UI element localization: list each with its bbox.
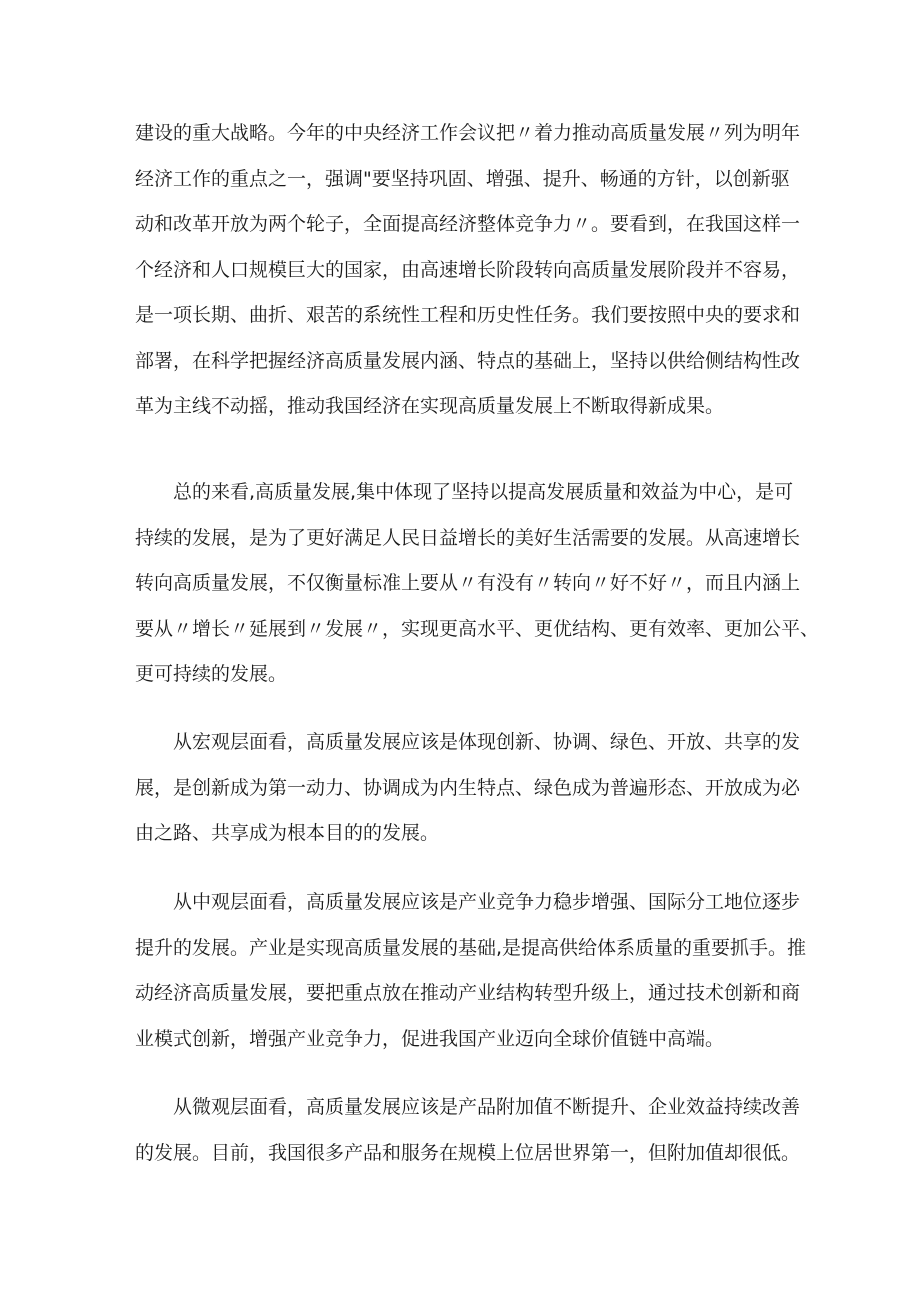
paragraph-line: 业模式创新，增强产业竞争力，促进我国产业迈向全球价值链中高端。 — [135, 1027, 725, 1050]
paragraph-line: 的发展。目前，我国很多产品和服务在规模上位居世界第一，但附加值却很低。 — [135, 1141, 801, 1164]
paragraph-line: 革为主线不动摇，推动我国经济在实现高质量发展上不断取得新成果。 — [135, 395, 725, 417]
paragraph-line: 从中观层面看，高质量发展应该是产业竞争力稳步增强、国际分工地位逐步 — [173, 891, 801, 913]
paragraph-line: 从宏观层面看，高质量发展应该是体现创新、协调、绿色、开放、共享的发 — [173, 731, 801, 753]
paragraph-line: 转向高质量发展，不仅衡量标准上要从〃有没有〃转向〃好不好〃，而且内涵上 — [135, 572, 801, 594]
paragraph-line: 提升的发展。产业是实现高质量发展的基础,是提高供给体系质量的重要抓手。推 — [135, 936, 807, 959]
paragraph-line: 展，是创新成为第一动力、协调成为内生特点、绿色成为普遍形态、开放成为必 — [135, 776, 801, 799]
paragraph-line: 个经济和人口规模巨大的国家，由高速增长阶段转向高质量发展阶段并不容易， — [135, 258, 801, 281]
paragraph-line: 总的来看,高质量发展,集中体现了坚持以提高发展质量和效益为中心，是可 — [173, 481, 794, 503]
paragraph-3 — [135, 720, 800, 857]
paragraph-line: 部署，在科学把握经济高质量发展内涵、特点的基础上，坚持以供给侧结构性改 — [135, 349, 801, 372]
paragraph-line: 更可持续的发展。 — [135, 663, 288, 685]
paragraph-line: 要从〃增长〃延展到〃发展〃，实现更高水平、更优结构、更有效率、更加公平、 — [135, 617, 820, 640]
paragraph-5 — [135, 1085, 800, 1176]
paragraph-4 — [135, 880, 807, 1062]
paragraph-line: 是一项长期、曲折、艰苦的系统性工程和历史性任务。我们要按照中央的要求和 — [135, 304, 801, 326]
paragraph-line: 动和改革开放为两个轮子，全面提高经济整体竞争力〃。要看到，在我国这样一 — [135, 213, 801, 235]
paragraph-line: 动经济高质量发展，要把重点放在推动产业结构转型升级上，通过技术创新和商 — [135, 982, 801, 1004]
paragraph-line: 从微观层面看，高质量发展应该是产品附加值不断提升、企业效益持续改善 — [173, 1096, 801, 1118]
paragraph-line: 经济工作的重点之一，强调"要坚持巩固、增强、提升、畅通的方针，以创新驱 — [135, 167, 790, 190]
paragraph-2 — [135, 470, 820, 698]
paragraph-line: 持续的发展，是为了更好满足人民日益增长的美好生活需要的发展。从高速增长 — [135, 526, 801, 549]
paragraph-line: 由之路、共享成为根本目的的发展。 — [135, 822, 440, 844]
paragraph-1 — [135, 111, 800, 430]
paragraph-line: 建设的重大战略。今年的中央经济工作会议把〃着力推动高质量发展〃列为明年 — [135, 122, 801, 144]
